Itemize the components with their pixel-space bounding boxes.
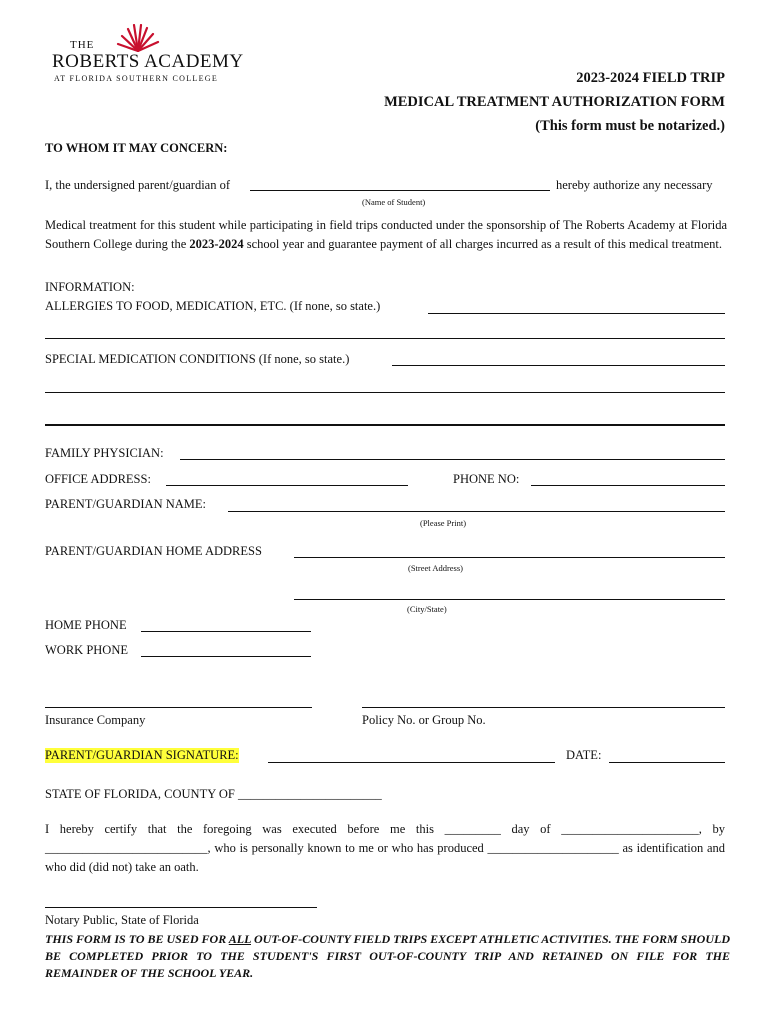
student-name-field[interactable] [250,190,550,191]
salutation: TO WHOM IT MAY CONCERN: [45,141,228,155]
allergies-label: ALLERGIES TO FOOD, MEDICATION, ETC. (If none, so state.) [45,299,381,313]
student-name-caption: (Name of Student) [362,197,426,207]
footer-text-2: OUT-OF-COUNTY FIELD TRIPS EXCEPT ATHLETIC ACTIVITIES. THE FORM SHOULD BE COMPLETED PRIOR TO THE STUDENT'S FIRST OUT-OF-COUNTY TRIP AND RETAINED ON FILE FOR THE REMAINDER OF THE SCHOOL YEAR. [45,932,730,980]
special-medication-field[interactable] [392,365,725,366]
authorization-prefix: I, the undersigned parent/guardian of [45,178,231,192]
form-title-line2: MEDICAL TREATMENT AUTHORIZATION FORM [384,94,725,110]
policy-number-field[interactable] [362,707,725,708]
special-medication-label: SPECIAL MEDICATION CONDITIONS (If none, so state.) [45,352,350,366]
office-address-label: OFFICE ADDRESS: [45,472,151,486]
street-address-caption: (Street Address) [408,563,464,573]
information-heading: INFORMATION: [45,280,135,294]
phone-no-field[interactable] [531,485,725,486]
insurance-company-field[interactable] [45,707,312,708]
street-address-field[interactable] [294,557,725,558]
sunburst-icon [114,24,162,52]
notary-signature-field[interactable] [45,907,317,908]
form-title-line1: 2023-2024 FIELD TRIP [576,70,725,86]
work-phone-label: WORK PHONE [45,643,128,657]
city-state-caption: (City/State) [407,604,447,614]
insurance-company-label: Insurance Company [45,713,146,727]
state-county-line: STATE OF FLORIDA, COUNTY OF _______________________ [45,787,382,801]
work-phone-field[interactable] [141,656,311,657]
physician-label: FAMILY PHYSICIAN: [45,446,164,460]
authorization-suffix: hereby authorize any necessary [556,178,713,192]
date-label: DATE: [566,748,602,762]
certify-paragraph: I hereby certify that the foregoing was executed before me this _________ day of ______________________, by __________________________, who is personally known to me or who has produced _____________________ as identification and who did (did not) take an oath. [45,822,725,874]
home-phone-label: HOME PHONE [45,618,127,632]
school-year: 2023-2024 [189,237,244,251]
form-title-line3: (This form must be notarized.) [535,118,725,134]
notary-label: Notary Public, State of Florida [45,913,199,927]
logo [50,24,260,86]
signature-label: PARENT/GUARDIAN SIGNATURE: [45,748,239,762]
footer-text-1: THIS FORM IS TO BE USED FOR [45,932,227,946]
logo-name: ROBERTS ACADEMY [52,51,244,72]
authorization-text-1: Medical treatment for this student while participating in field trips conducted under the sponsorship of The Roberts Academy at Florida Southern College during the [45,218,727,251]
logo-subtitle: AT FLORIDA SOUTHERN COLLEGE [54,74,219,83]
city-state-field[interactable] [294,599,725,600]
special-medication-field-line3[interactable] [45,424,725,426]
allergies-field-line2[interactable] [45,338,725,339]
allergies-field[interactable] [428,313,725,314]
physician-field[interactable] [180,459,725,460]
guardian-name-label: PARENT/GUARDIAN NAME: [45,497,207,511]
home-address-label: PARENT/GUARDIAN HOME ADDRESS [45,544,262,558]
logo-the: THE [70,39,95,51]
authorization-paragraph [45,216,727,254]
phone-no-label: PHONE NO: [453,472,520,486]
date-field[interactable] [609,762,725,763]
guardian-name-field[interactable] [228,511,725,512]
policy-number-label: Policy No. or Group No. [362,713,486,727]
authorization-text-2: school year and guarantee payment of all charges incurred as a result of this medical treatment. [246,237,722,251]
special-medication-field-line2[interactable] [45,392,725,393]
home-phone-field[interactable] [141,631,311,632]
footer-all: ALL [228,932,251,946]
please-print-caption: (Please Print) [420,518,467,528]
footer-notice [45,931,730,982]
office-address-field[interactable] [166,485,408,486]
signature-field[interactable] [268,762,555,763]
